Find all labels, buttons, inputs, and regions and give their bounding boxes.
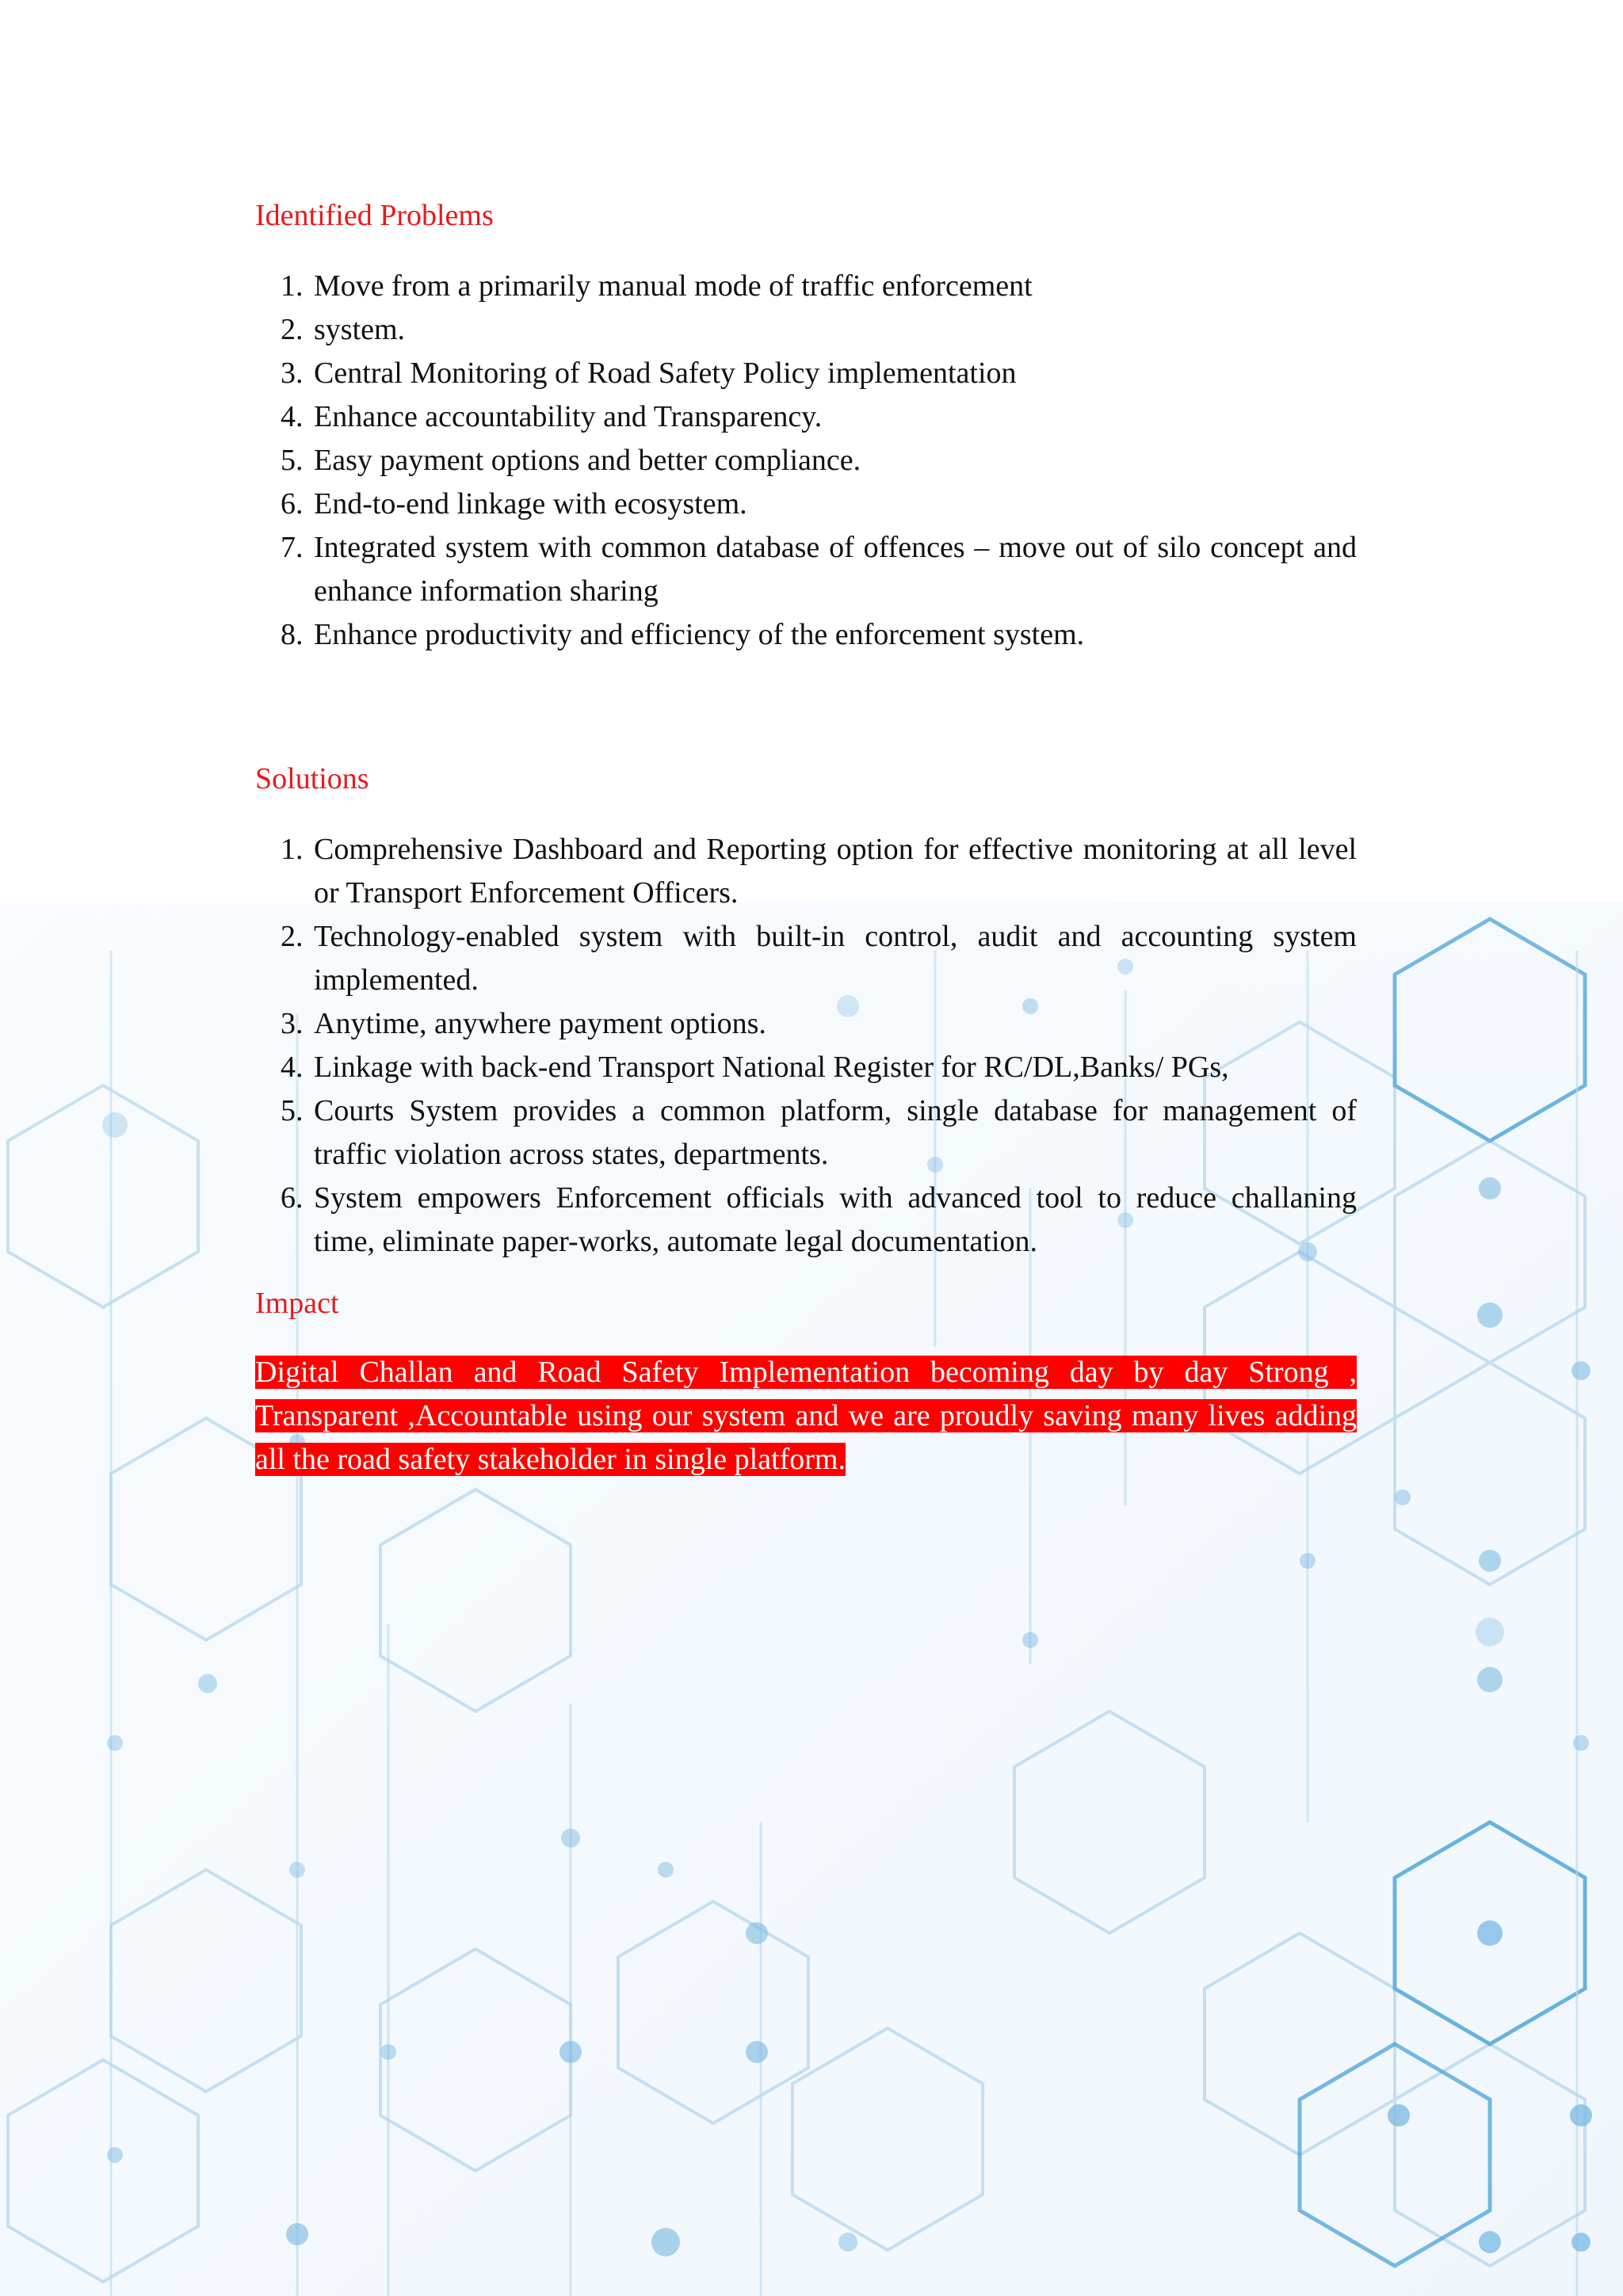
list-text: system. [314, 313, 406, 346]
list-text: Integrated system with common database of offences – move out of silo concept and enhance information sharing [314, 531, 1357, 608]
list-text: Central Monitoring of Road Safety Policy implementation [314, 357, 1017, 390]
solutions-list [255, 828, 1357, 1264]
impact-highlighted-text: Digital Challan and Road Safety Implementation becoming day by day Strong , Transparent ,Accountable using our system and we are proudly saving many lives adding all the road safety stakeholder in single platform. [255, 1356, 1357, 1476]
list-text: Technology-enabled system with built-in control, audit and accounting system implemented. [314, 920, 1357, 997]
list-text: Move from a primarily manual mode of traffic enforcement [314, 269, 1033, 303]
list-item [255, 439, 1357, 482]
list-item [255, 915, 1357, 1002]
list-number: 4. [281, 1051, 304, 1084]
list-item [255, 1089, 1357, 1177]
list-number: 6. [281, 1181, 304, 1215]
list-number: 5. [281, 444, 304, 477]
list-text: Enhance accountability and Transparency. [314, 400, 823, 433]
list-item [255, 308, 1357, 352]
list-number: 1. [281, 833, 304, 866]
list-item [255, 265, 1357, 308]
list-item [255, 613, 1357, 657]
list-text: Easy payment options and better compliance. [314, 444, 861, 477]
list-number: 7. [281, 531, 304, 564]
section-title-identified-problems: Identified Problems [255, 199, 494, 232]
document-body [255, 190, 1357, 1482]
list-number: 2. [281, 313, 304, 346]
list-item [255, 828, 1357, 915]
list-text: End-to-end linkage with ecosystem. [314, 487, 747, 521]
list-number: 5. [281, 1094, 304, 1127]
list-item [255, 395, 1357, 439]
section-title-solutions: Solutions [255, 762, 369, 795]
list-text: Anytime, anywhere payment options. [314, 1007, 766, 1040]
list-number: 6. [281, 487, 304, 521]
section-title-impact: Impact [255, 1287, 339, 1320]
list-text: Comprehensive Dashboard and Reporting option for effective monitoring at all level or Transport Enforcement Officers. [314, 833, 1357, 910]
list-item [255, 526, 1357, 613]
list-text: Linkage with back-end Transport National Register for RC/DL,Banks/ PGs, [314, 1051, 1229, 1084]
list-item [255, 1177, 1357, 1264]
impact-paragraph [255, 1351, 1357, 1482]
list-number: 1. [281, 269, 304, 303]
list-number: 3. [281, 357, 304, 390]
list-item [255, 1046, 1357, 1089]
list-item [255, 352, 1357, 395]
list-item [255, 1002, 1357, 1046]
list-number: 4. [281, 400, 304, 433]
list-text: Courts System provides a common platform, single database for management of traffic violation across states, departments. [314, 1094, 1357, 1171]
list-text: Enhance productivity and efficiency of the enforcement system. [314, 618, 1085, 651]
list-number: 2. [281, 920, 304, 953]
list-text: System empowers Enforcement officials with advanced tool to reduce challaning time, eliminate paper-works, automate legal documentation. [314, 1181, 1357, 1258]
list-item [255, 482, 1357, 526]
list-number: 8. [281, 618, 304, 651]
list-number: 3. [281, 1007, 304, 1040]
problems-list [255, 265, 1357, 657]
